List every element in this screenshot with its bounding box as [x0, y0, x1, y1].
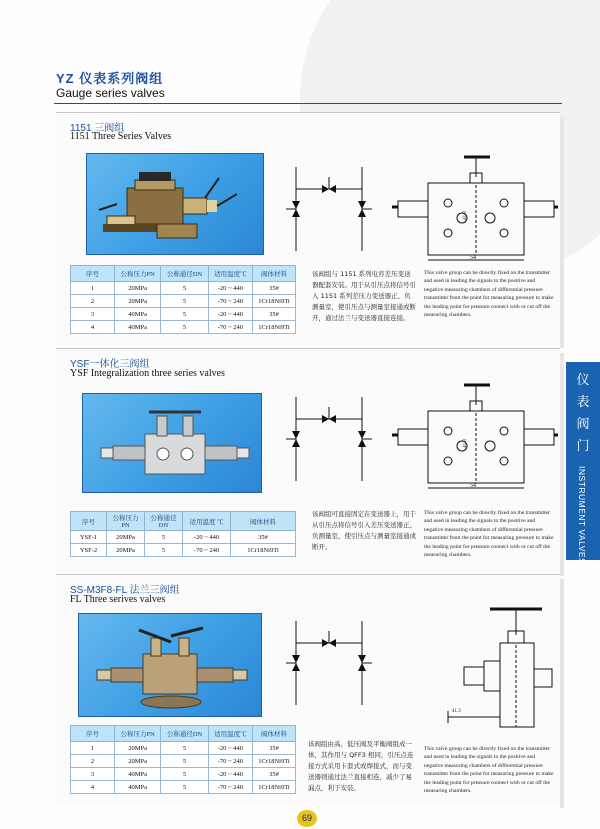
col-material: 阀体材料 — [252, 266, 295, 282]
side-tab-cn: 仪 表 阀 门 — [576, 373, 590, 454]
dim-1151-height: 41.3 — [462, 211, 468, 220]
section-fl-title-en: FL Three serives valves — [70, 594, 166, 605]
section-1151-title-en: 1151 Three Series Valves — [70, 131, 172, 142]
table-row: 2 20MPa 5 -70 ~ 240 1Cr18Ni9Ti — [71, 295, 296, 308]
section-1151-panel — [56, 112, 560, 344]
drawing-fl — [408, 605, 556, 735]
schematic-fl — [284, 617, 376, 709]
table-row: 3 40MPa 5 -20 ~ 440 35# — [71, 308, 296, 321]
side-tab-instrument-valves — [566, 362, 600, 565]
drawing-1151 — [390, 155, 558, 267]
table-row: 1 20MPa 5 -20 ~ 440 35# — [71, 742, 296, 755]
schematic-ysf — [284, 393, 376, 485]
header-divider — [54, 103, 562, 104]
spec-table-ysf — [70, 511, 296, 557]
section-ysf-desc-cn: 该阀组可直接固定在变送器上，用于从引压点将信号引入差压变送器正、负测量室，使引压点与测量室接通或断开。 — [312, 510, 416, 551]
section-1151-desc-en: This valve group can be directly fixed on the transmitter and used in leading the signals to the positive and negative measuring chambers of differential pressure transmitter from the point for measuring pressure to make the leading point for pressure connect with or cut off the measuring chambers. — [424, 270, 554, 319]
table-row: 2 20MPa 5 -70 ~ 240 1Cr18Ni9Ti — [71, 755, 296, 768]
section-fl-desc-cn: 该阀组由高、低压阀及平衡阀组成一体，其作用与 QFF3 相同，引压点连接方式采用卡套式或焊接式，而与变送器则通过法兰直接相连，减少了易漏点，利于安装。 — [308, 740, 414, 792]
section-ysf-panel — [56, 348, 560, 572]
page-title-en: Gauge series valves — [56, 86, 165, 100]
col-pressure: 公称压力 PN — [107, 512, 145, 531]
valve-1151-photo — [86, 153, 264, 255]
col-temperature: 适用温度℃ — [208, 726, 252, 742]
side-tab-en: INSTRUMENT VALVES — [577, 466, 587, 565]
table-header-row — [71, 266, 296, 282]
col-model: 序号 — [71, 512, 107, 531]
section-ysf-desc-en: This valve group can be directly fixed on the transmitter and used in leading the signals to the positive and negative measuring chambers of differential pressure transmitter from the point for measuring pressure to make the leading point for pressure connect with or cut off the measuring chambers. — [424, 510, 554, 559]
section-ysf-title-en: YSF Integralization three series valves — [70, 368, 225, 379]
section-fl-panel — [56, 574, 560, 804]
table-row: YSF-1 20MPa 5 -20 ~ 440 35# — [71, 531, 296, 544]
col-material: 阀体材料 — [231, 512, 296, 531]
col-material: 阀体材料 — [252, 726, 295, 742]
dim-1151-width: 54 — [470, 255, 476, 261]
table-header-row — [71, 512, 296, 531]
col-pressure: 公称压力PN — [115, 726, 161, 742]
col-pressure: 公称压力PN — [115, 266, 161, 282]
schematic-1151 — [284, 163, 376, 255]
table-header-row — [71, 726, 296, 742]
section-1151-title-cn: 1151 三阀组 — [70, 123, 125, 134]
spec-table-1151 — [70, 265, 296, 334]
section-fl-title-cn: SS-M3F8-FL 法兰三阀组 — [70, 585, 180, 596]
col-temperature: 适用温度 ℃ — [183, 512, 231, 531]
table-row: YSF-2 20MPa 5 -70 ~ 240 1Cr18Ni9Ti — [71, 544, 296, 557]
col-diameter: 公称通径DN — [161, 266, 209, 282]
valve-fl-photo — [78, 613, 262, 717]
page-number-badge: 69 — [297, 810, 317, 827]
valve-ysf-photo — [82, 393, 262, 493]
spec-table-fl — [70, 725, 296, 794]
table-row: 4 40MPa 5 -70 ~ 240 1Cr18Ni9Ti — [71, 781, 296, 794]
section-fl-desc-en: This valve group can be directly fixed on the transmitter and used in leading the signals to the positive and negative measuring chambers of differential pressure transmitter from the point for measuring pressure to make the leading point for pressure connect with or cut off the measuring chambers. — [424, 746, 554, 795]
drawing-ysf — [390, 383, 558, 495]
dim-ysf-height: 41.3 — [462, 439, 468, 448]
col-model: 序号 — [71, 726, 115, 742]
dim-ysf-width: 54 — [470, 483, 476, 489]
table-row: 1 20MPa 5 -20 ~ 440 35# — [71, 282, 296, 295]
section-1151-desc-cn: 该阀组与 1151 系列电容差压变送器配套安装。用于从引压点将信号引入 1151 系列差压力变送器正、负测量室，使引压点与测量室接通或断开，通过法兰与变送器直接连接。 — [312, 270, 416, 322]
col-temperature: 适用温度℃ — [208, 266, 252, 282]
col-model: 序号 — [71, 266, 115, 282]
dim-fl-height: 41.3 — [452, 709, 461, 714]
col-diameter: 公称通径 DN — [145, 512, 183, 531]
page-title-cn: YZ 仪表系列阀组 — [56, 71, 164, 86]
section-ysf-title-cn: YSF一体化三阀组 — [70, 359, 150, 370]
table-row: 4 40MPa 5 -70 ~ 240 1Cr18Ni9Ti — [71, 321, 296, 334]
col-diameter: 公称通径DN — [161, 726, 209, 742]
table-row: 3 40MPa 5 -20 ~ 440 35# — [71, 768, 296, 781]
